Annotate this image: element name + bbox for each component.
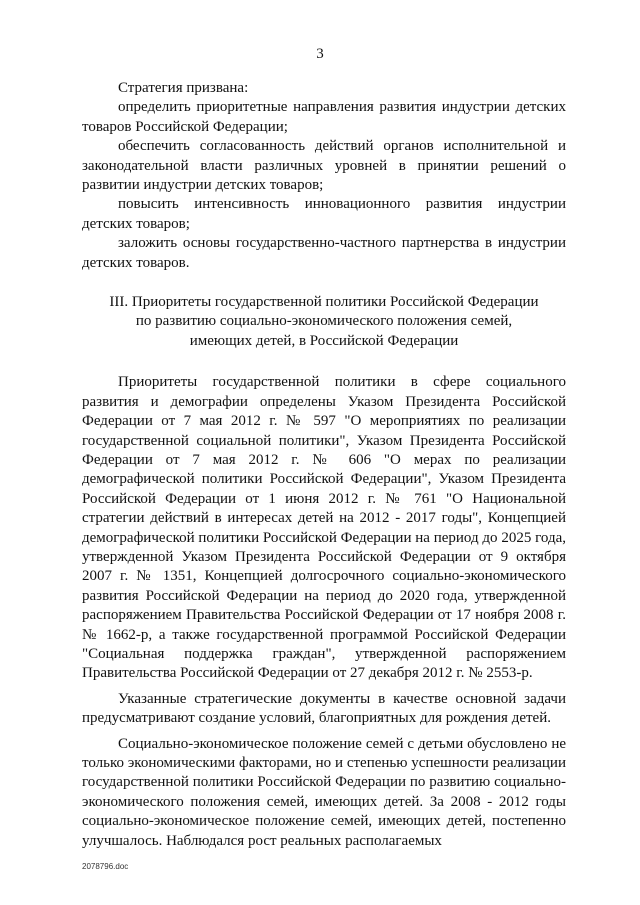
strategy-item: повысить интенсивность инновационного развития индустрии детских товаров; xyxy=(82,196,566,232)
body-paragraph: Указанные стратегические документы в качестве основной задачи предусматривают создание условий, благоприятных для рождения детей. xyxy=(82,690,566,727)
section-heading-line: имеющих детей, в Российской Федерации xyxy=(189,332,459,349)
body-paragraph: Приоритеты государственной политики в сфере социального развития и демографии определены Указом Президента Российской Федерации от 7 мая 2012 г. № 597 "О мероприятиях по реализации государственной социальной политики", Указом Президента Российской Федерации от 7 мая 2012 г. № 606 "О мерах по реализации демографической политики Российской Федерации", Указом Президента Российской Федерации от 1 июня 2012 г. № 761 "О Национальной стратегии действий в интересах детей на 2012 - 2017 годы", Концепцией демографической политики Российской Федерации на период до 2025 года, утвержденной Указом Президента Российской Федерации от 9 октября 2007 г. № 1351, Концепцией долгосрочного социально-экономического развития Российской Федерации на период до 2020 года, утвержденной распоряжением Правительства Российской Федерации от 17 ноября 2008 г. № 1662-р, а также государственной программой Российской Федерации "Социальная поддержка граждан", утвержденной распоряжением Правительства Российской Федерации от 27 декабря 2012 г. № 2553-р. xyxy=(82,374,566,682)
document-body xyxy=(82,79,566,851)
strategy-item: определить приоритетные направления развития индустрии детских товаров Российской Федерации; xyxy=(82,99,566,135)
document-file-code: 2078796.doc xyxy=(82,862,129,871)
strategy-item: заложить основы государственно-частного партнерства в индустрии детских товаров. xyxy=(82,235,566,271)
strategy-intro: Стратегия призвана: xyxy=(118,80,249,96)
body-paragraph: Социально-экономическое положение семей с детьми обусловлено не только экономическими факторами, но и степенью успешности реализации государственной политики Российской Федерации по развитию социально-экономического положения семей, имеющих детей. За 2008 - 2012 годы социально-экономическое положение семей, имеющих детей, постепенно улучшалось. Наблюдался рост реальных располагаемых xyxy=(82,735,566,849)
section-heading-line: III. Приоритеты государственной политики Российской Федерации xyxy=(109,294,539,311)
section-heading xyxy=(82,293,566,351)
section-heading-line: по развитию социально-экономического положения семей, xyxy=(135,313,513,330)
strategy-item: обеспечить согласованность действий органов исполнительной и законодательной власти различных уровней в принятии решений о развитии индустрии детских товаров; xyxy=(82,138,566,194)
page-number: 3 xyxy=(316,46,324,62)
